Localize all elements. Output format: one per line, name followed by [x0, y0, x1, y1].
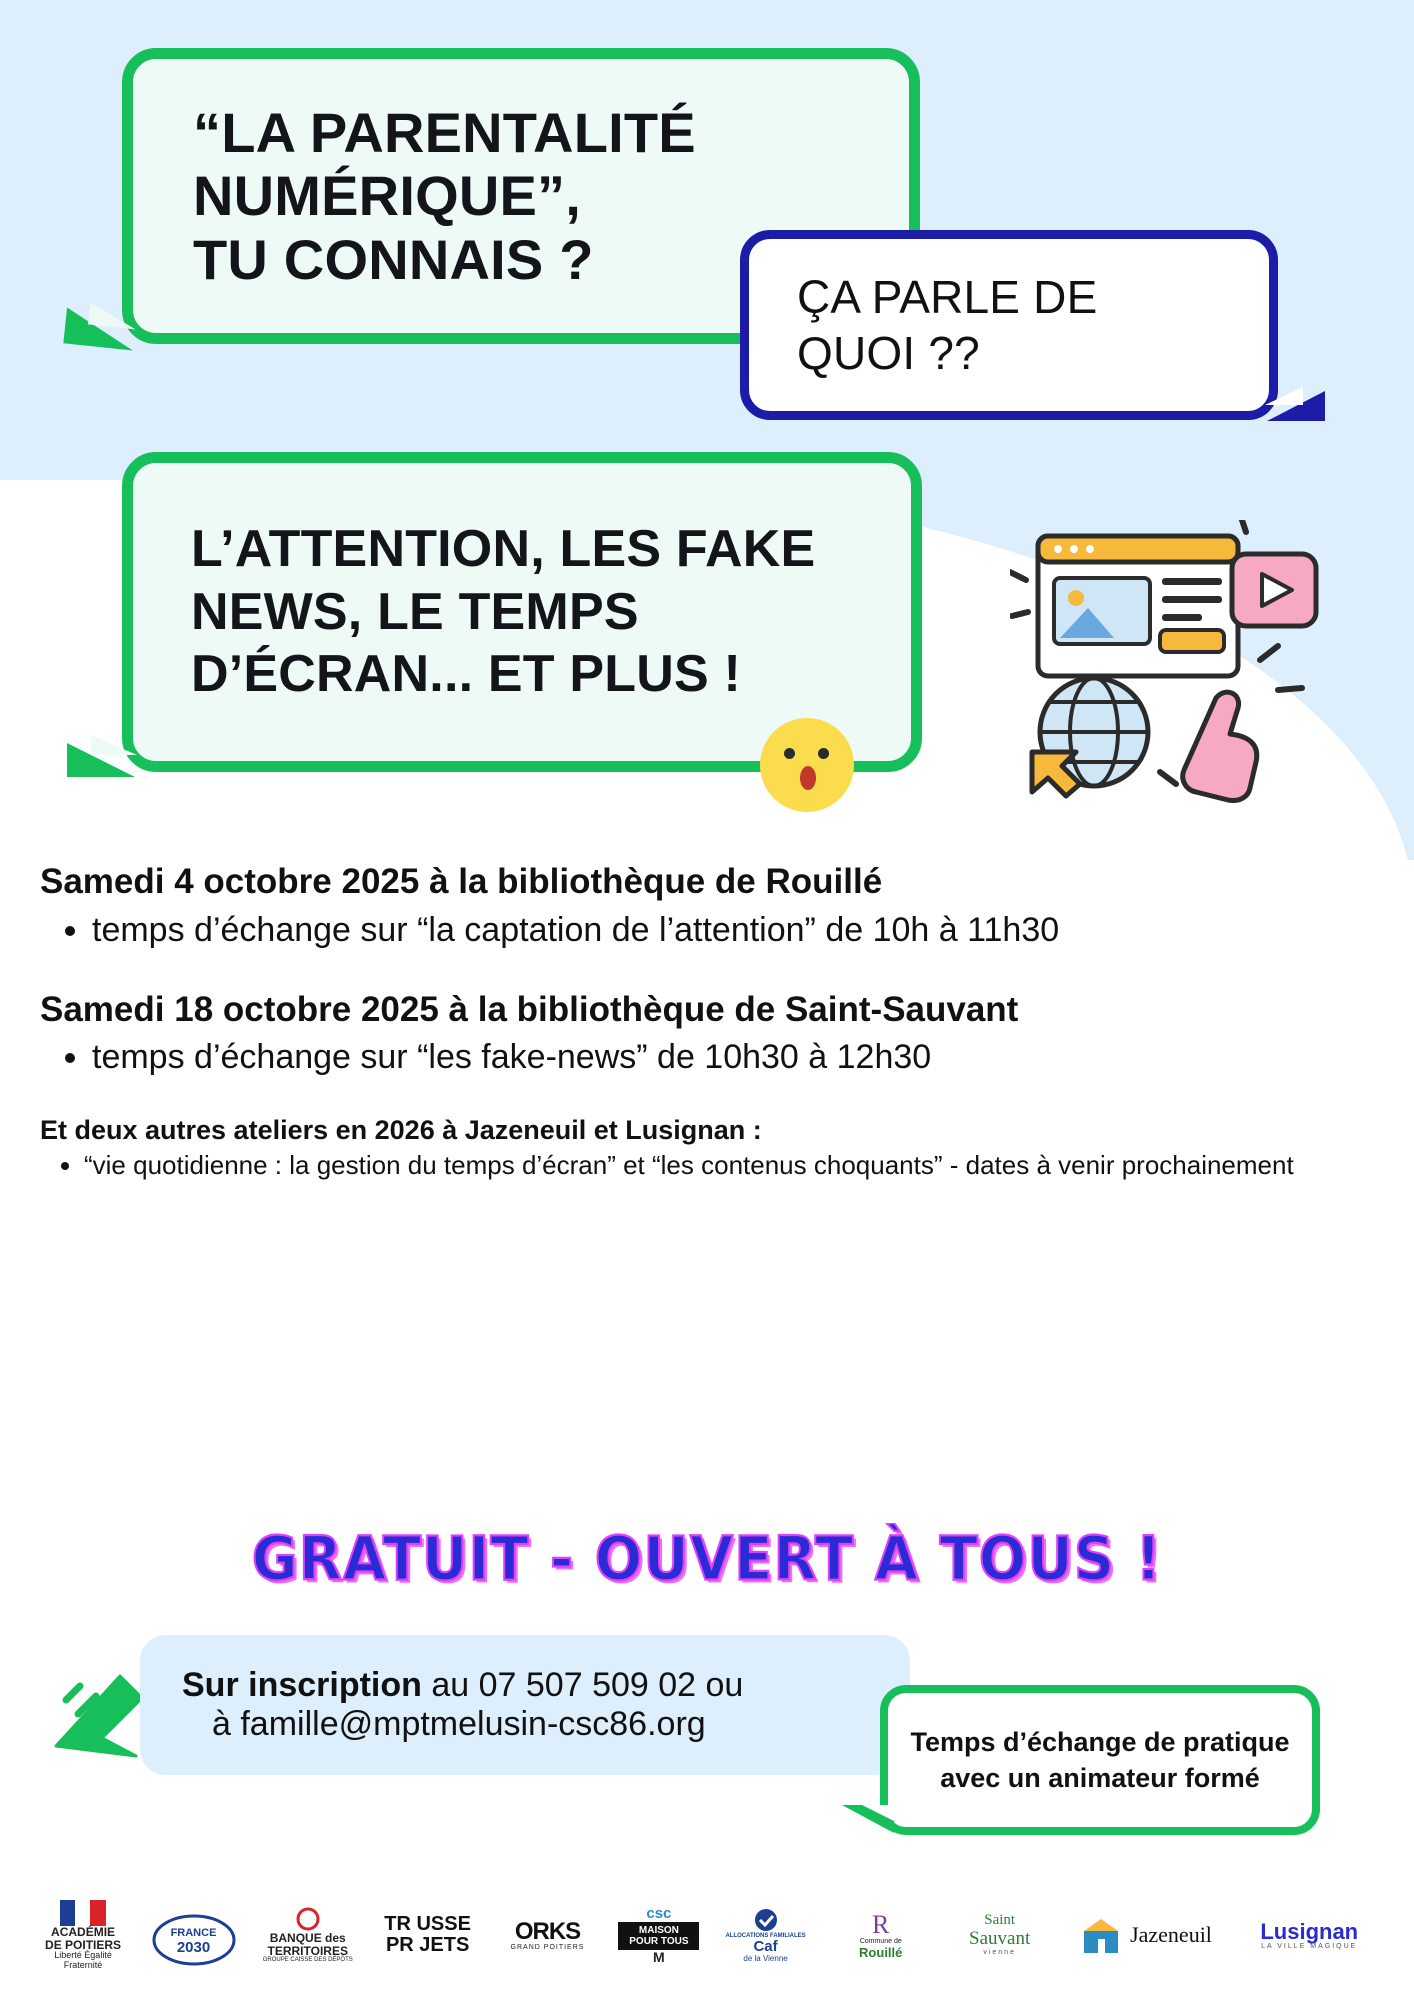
logo-monogram: R [872, 1909, 890, 1939]
bubble-tail-inner [1265, 387, 1303, 405]
bubble-2-line-1: ÇA PARLE DE [797, 270, 1098, 323]
logo-line-3: GROUPE CAISSE DES DÉPÔTS [262, 1957, 353, 1964]
bubble-2-text [749, 269, 1097, 381]
logo-line-2: GRAND POITIERS [510, 1943, 585, 1951]
logo-line-3: M [653, 1948, 665, 1965]
shocked-face-icon [760, 718, 854, 812]
future-workshops-items [40, 1148, 1380, 1182]
logo-caf-de-la-vienne [717, 1907, 813, 1963]
registration-info [140, 1635, 910, 1775]
bubble-tail-inner [91, 735, 137, 755]
list-item: • “vie quotidienne : la gestion du temps d’écran” et “les contenus choquants” - dates à venir prochainement [84, 1148, 1380, 1182]
logo-line-1: csc [646, 1904, 672, 1922]
logo-line-1: FRANCE [170, 1927, 217, 1940]
logo-orks-grand-poitiers [495, 1919, 601, 1952]
list-item: • temps d’échange sur “les fake-news” de 10h30 à 12h30 [92, 1035, 1380, 1081]
event-list [40, 860, 1380, 1183]
logo-jazeneuil [1070, 1915, 1221, 1955]
bubble-1-line-2: NUMÉRIQUE”, [193, 164, 581, 228]
logo-academie-de-poitiers [34, 1900, 132, 1970]
bubble-tail-inner [862, 1805, 894, 1821]
emoji-eye-left [784, 748, 795, 759]
bubble-1-line-3: TU CONNAIS ? [193, 227, 594, 291]
event-items [40, 1035, 1380, 1081]
logo-line-1: BANQUE des [269, 1931, 346, 1946]
logo-line-2: Caf [753, 1938, 778, 1956]
logo-banque-des-territoires [255, 1906, 361, 1963]
digital-media-illustration [1010, 520, 1330, 810]
registration-phone: au 07 507 509 02 ou [421, 1666, 744, 1704]
registration-email: à famille@mptmelusin-csc86.org [212, 1705, 706, 1743]
registration-strong: Sur inscription [182, 1666, 422, 1704]
logo-line-3: Liberté Égalité Fraternité [54, 1950, 112, 1970]
logo-line-2: LA VILLE MAGIQUE [1261, 1942, 1358, 1950]
logo-lusignan [1238, 1920, 1380, 1950]
logo-line-2: Rouillé [859, 1944, 903, 1960]
event-title: Samedi 18 octobre 2025 à la bibliothèque de Saint-Sauvant [40, 989, 1019, 1029]
event-block-2 [40, 988, 1380, 1082]
logo-line-1: TR USSE [384, 1913, 471, 1935]
bubble-3-text [133, 518, 815, 705]
event-items [40, 908, 1380, 954]
bubble-1-line-1: “LA PARENTALITÉ [193, 101, 696, 165]
logo-france-2030 [150, 1914, 237, 1955]
logo-trousse-a-projets [379, 1914, 477, 1956]
logo-saint-sauvant [948, 1913, 1052, 1956]
logo-commune-de-rouille [832, 1911, 930, 1959]
speech-bubble-question-2 [740, 230, 1278, 420]
logo-line-2: MAISON POUR TOUS [618, 1922, 699, 1950]
animator-note-bubble [880, 1685, 1320, 1835]
logo-line-3: de la Vienne [743, 1953, 788, 1963]
emoji-mouth [800, 766, 816, 790]
logo-line-1: ORKS [514, 1917, 581, 1945]
logo-line-2: DE POITIERS [45, 1937, 122, 1952]
bubble-2-line-2: QUOI ?? [797, 327, 980, 379]
future-workshops-title: Et deux autres ateliers en 2026 à Jazeneuil et Lusignan : [40, 1115, 762, 1146]
free-open-to-all-banner: GRATUIT - OUVERT À TOUS ! [251, 1524, 1163, 1595]
emoji-eye-right [818, 748, 829, 759]
event-title: Samedi 4 octobre 2025 à la bibliothèque de Rouillé [40, 862, 883, 901]
logo-line-2: PR JETS [385, 1934, 470, 1956]
logo-line-3: vienne [983, 1949, 1016, 1957]
partner-logos-strip [0, 1880, 1414, 1990]
logo-line-2: 2030 [176, 1938, 211, 1956]
bubble-3-line-3: D’ÉCRAN... ET PLUS ! [191, 645, 742, 704]
registration-line-1 [182, 1666, 910, 1705]
logo-line-2: Sauvant [969, 1928, 1031, 1950]
bubble-3-line-2: NEWS, LE TEMPS [191, 582, 639, 641]
event-block-1 [40, 860, 1380, 954]
list-item: • temps d’échange sur “la captation de l’attention” de 10h à 11h30 [92, 908, 1380, 954]
animator-note-text: Temps d’échange de pratique avec un animateur formé [910, 1726, 1290, 1793]
bubble-3-line-1: L’ATTENTION, LES FAKE [191, 520, 816, 579]
logo-line-1: Saint [984, 1912, 1016, 1929]
logo-line-1: Commune de [859, 1938, 902, 1946]
logo-line-1: ACADÉMIE [51, 1924, 116, 1939]
logo-csc-maison-pour-tous [618, 1906, 699, 1964]
logo-line-1: Jazeneuil [1130, 1922, 1212, 1948]
logo-line-1: ALLOCATIONS FAMILIALES [725, 1932, 806, 1939]
logo-line-1: Lusignan [1260, 1918, 1359, 1944]
future-workshops-block [40, 1115, 1380, 1182]
bubble-1-text [133, 101, 696, 291]
logo-line-2: TERRITOIRES [267, 1943, 348, 1958]
